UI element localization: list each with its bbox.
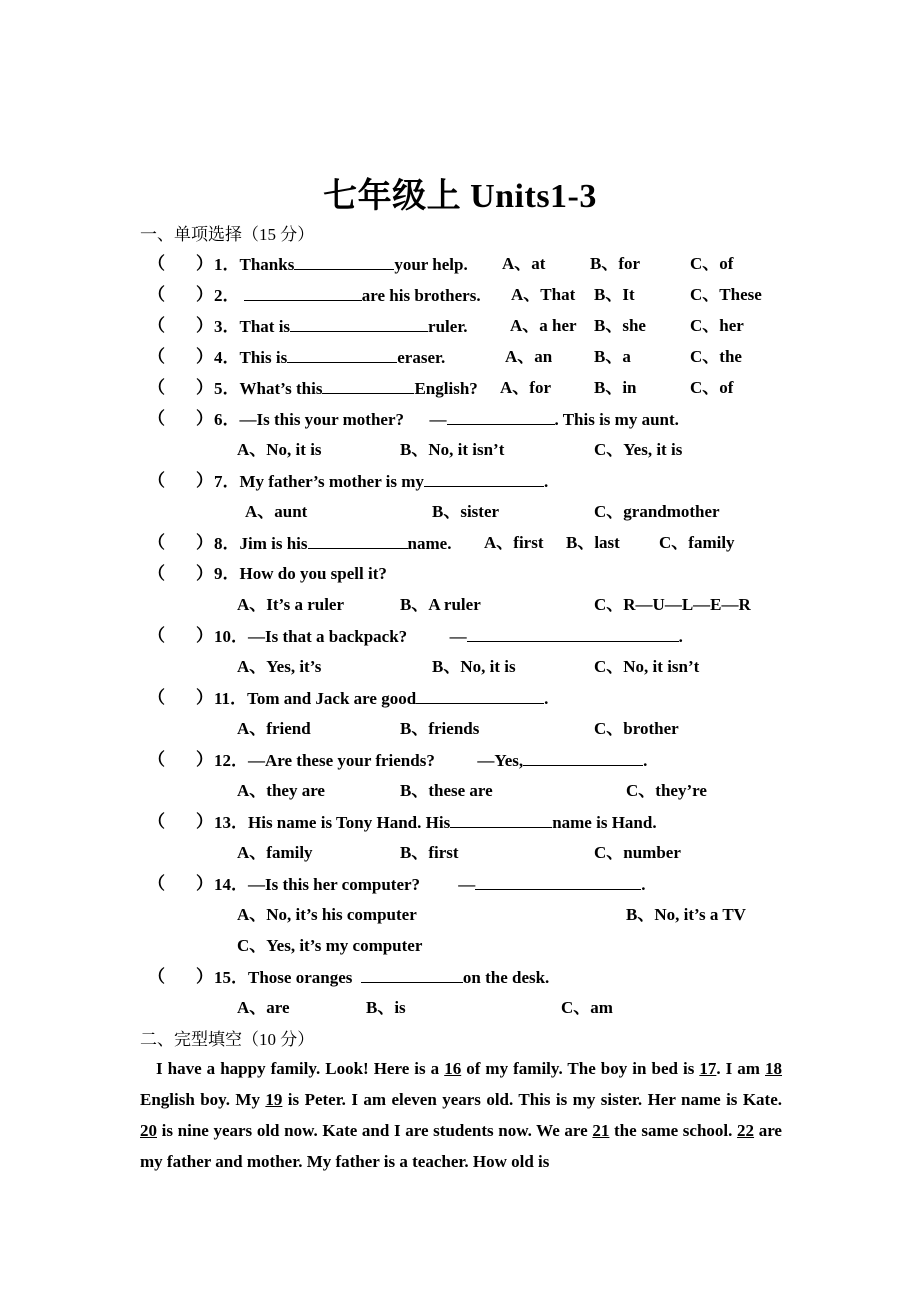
option-b[interactable]: B、in [594, 378, 637, 397]
section-heading-cloze: 二、完型填空（10 分） [140, 1030, 315, 1049]
answer-blank[interactable] [447, 408, 555, 425]
option-b[interactable]: B、these are [400, 781, 493, 800]
answer-blank[interactable] [523, 749, 643, 766]
question-stem: 8．Jim is his name. [214, 534, 452, 553]
answer-blank[interactable] [287, 346, 397, 363]
option-b[interactable]: B、friends [400, 719, 480, 738]
answer-paren-right: ） [196, 533, 213, 552]
option-a[interactable]: A、an [505, 347, 553, 366]
question-11 [0, 687, 920, 709]
answer-paren-left: （ [148, 254, 165, 273]
answer-blank[interactable] [424, 470, 544, 487]
option-a[interactable]: A、they are [237, 781, 325, 800]
cloze-blank-18: 18 [765, 1059, 782, 1078]
option-c[interactable]: C、her [690, 316, 744, 335]
option-a[interactable]: A、It’s a ruler [237, 595, 345, 614]
answer-paren-left: （ [148, 409, 165, 428]
answer-blank[interactable] [416, 687, 544, 704]
option-c[interactable]: C、they’re [626, 781, 707, 800]
option-b[interactable]: B、A ruler [400, 595, 481, 614]
question-10-options [0, 656, 920, 678]
option-c[interactable]: C、grandmother [594, 502, 720, 521]
option-a[interactable]: A、family [237, 843, 313, 862]
question-5 [0, 377, 920, 399]
answer-paren-right: ） [196, 471, 213, 490]
answer-blank[interactable] [361, 966, 463, 983]
question-7-options [0, 501, 920, 523]
answer-paren-left: （ [148, 874, 165, 893]
option-a[interactable]: A、Yes, it’s [237, 657, 322, 676]
question-2 [0, 284, 920, 306]
question-15 [0, 966, 920, 988]
question-stem: 2． are his brothers. [214, 286, 481, 305]
option-a[interactable]: A、a her [510, 316, 577, 335]
question-9-options [0, 594, 920, 616]
option-a[interactable]: A、at [502, 254, 546, 273]
option-c[interactable]: C、brother [594, 719, 679, 738]
question-3 [0, 315, 920, 337]
option-c[interactable]: C、Yes, it is [594, 440, 683, 459]
answer-paren-left: （ [148, 688, 165, 707]
option-c[interactable]: C、R—U—L—E—R [594, 595, 751, 614]
question-stem: 4．This is eraser. [214, 348, 446, 367]
option-a[interactable]: A、aunt [245, 502, 308, 521]
option-a[interactable]: A、friend [237, 719, 311, 738]
answer-blank[interactable] [244, 284, 362, 301]
answer-paren-right: ） [196, 626, 213, 645]
option-c[interactable]: C、No, it isn’t [594, 657, 700, 676]
cloze-blank-17: 17 [699, 1059, 717, 1078]
option-b[interactable]: B、No, it’s a TV [626, 905, 746, 924]
question-13-options [0, 842, 920, 864]
question-stem: 15．Those oranges on the desk. [214, 968, 550, 987]
question-stem: 9．How do you spell it? [214, 564, 387, 583]
option-b[interactable]: B、is [366, 998, 406, 1017]
question-15-options [0, 997, 920, 1019]
answer-blank[interactable] [290, 315, 428, 332]
answer-paren-right: ） [196, 378, 213, 397]
option-b[interactable]: B、It [594, 285, 635, 304]
question-14-options-2 [0, 935, 920, 957]
question-14-options [0, 904, 920, 926]
question-4 [0, 346, 920, 368]
option-b[interactable]: B、a [594, 347, 631, 366]
question-11-options [0, 718, 920, 740]
answer-paren-left: （ [148, 626, 165, 645]
answer-paren-left: （ [148, 347, 165, 366]
question-stem: 6．—Is this your mother? — . This is my aunt. [214, 410, 679, 429]
answer-paren-right: ） [196, 874, 213, 893]
answer-paren-left: （ [148, 564, 165, 583]
question-stem: 3．That is ruler. [214, 317, 468, 336]
option-b[interactable]: B、last [566, 533, 620, 552]
answer-paren-left: （ [148, 533, 165, 552]
section-heading-choice: 一、单项选择（15 分） [140, 225, 315, 244]
answer-paren-right: ） [196, 564, 213, 583]
option-b[interactable]: B、first [400, 843, 459, 862]
option-a[interactable]: A、for [500, 378, 551, 397]
question-12-options [0, 780, 920, 802]
cloze-passage: I have a happy family. Look! Here is a 16 of my family. The boy in bed is 17. I am 18 English boy. My 19 is Peter. I am eleven years old. This is my sister. Her name is Kate. 20 is nine years old now. Kate and I are students now. We are 21 the same school. 22 are my father and mother. My father is a teacher. How old is [140, 1059, 783, 1171]
cloze-blank-22: 22 [737, 1121, 755, 1140]
answer-paren-left: （ [148, 316, 165, 335]
answer-blank[interactable] [467, 625, 679, 642]
option-b[interactable]: B、No, it is [432, 657, 516, 676]
question-stem: 11．Tom and Jack are good . [214, 689, 549, 708]
answer-paren-right: ） [196, 750, 213, 769]
question-stem: 5．What’s this English? [214, 379, 478, 398]
option-c[interactable]: C、family [659, 533, 735, 552]
option-a[interactable]: A、No, it is [237, 440, 322, 459]
option-b[interactable]: B、sister [432, 502, 500, 521]
question-stem: 10．—Is that a backpack? — . [214, 627, 683, 646]
question-stem: 14．—Is this her computer? — . [214, 875, 646, 894]
option-c[interactable]: C、Yes, it’s my computer [237, 936, 423, 955]
answer-paren-left: （ [148, 812, 165, 831]
answer-paren-left: （ [148, 750, 165, 769]
question-stem: 13．His name is Tony Hand. His name is Hand. [214, 813, 657, 832]
answer-blank[interactable] [322, 377, 414, 394]
question-12 [0, 749, 920, 771]
answer-paren-left: （ [148, 285, 165, 304]
answer-paren-left: （ [148, 471, 165, 490]
answer-paren-right: ） [196, 967, 213, 986]
question-14 [0, 873, 920, 895]
question-1 [0, 253, 920, 275]
option-b[interactable]: B、she [594, 316, 646, 335]
answer-blank[interactable] [450, 811, 552, 828]
question-9 [0, 563, 920, 585]
answer-paren-right: ） [196, 285, 213, 304]
answer-paren-right: ） [196, 254, 213, 273]
option-c[interactable]: C、of [690, 378, 734, 397]
question-6 [0, 408, 920, 430]
cloze-blank-21: 21 [592, 1121, 610, 1140]
option-a[interactable]: A、first [484, 533, 544, 552]
answer-paren-right: ） [196, 688, 213, 707]
option-c[interactable]: C、of [690, 254, 734, 273]
option-c[interactable]: C、number [594, 843, 681, 862]
answer-blank[interactable] [475, 873, 641, 890]
cloze-blank-16: 16 [444, 1059, 462, 1078]
answer-blank[interactable] [294, 253, 394, 270]
cloze-blank-20: 20 [140, 1121, 157, 1140]
question-8 [0, 532, 920, 554]
option-b[interactable]: B、No, it isn’t [400, 440, 505, 459]
question-7 [0, 470, 920, 492]
answer-paren-right: ） [196, 812, 213, 831]
answer-blank[interactable] [308, 532, 408, 549]
question-stem: 12．—Are these your friends? —Yes, . [214, 751, 648, 770]
answer-paren-right: ） [196, 316, 213, 335]
answer-paren-right: ） [196, 409, 213, 428]
answer-paren-right: ） [196, 347, 213, 366]
answer-paren-left: （ [148, 378, 165, 397]
question-10 [0, 625, 920, 647]
option-a[interactable]: A、That [511, 285, 576, 304]
option-a[interactable]: A、are [237, 998, 290, 1017]
option-a[interactable]: A、No, it’s his computer [237, 905, 417, 924]
option-c[interactable]: C、These [690, 285, 762, 304]
question-stem: 7．My father’s mother is my . [214, 472, 549, 491]
question-6-options [0, 439, 920, 461]
question-stem: 1．Thanks your help. [214, 255, 468, 274]
cloze-blank-19: 19 [265, 1090, 283, 1109]
question-13 [0, 811, 920, 833]
option-c[interactable]: C、am [561, 998, 613, 1017]
option-c[interactable]: C、the [690, 347, 742, 366]
page-title: 七年级上 Units1-3 [323, 178, 597, 215]
option-b[interactable]: B、for [590, 254, 641, 273]
answer-paren-left: （ [148, 967, 165, 986]
